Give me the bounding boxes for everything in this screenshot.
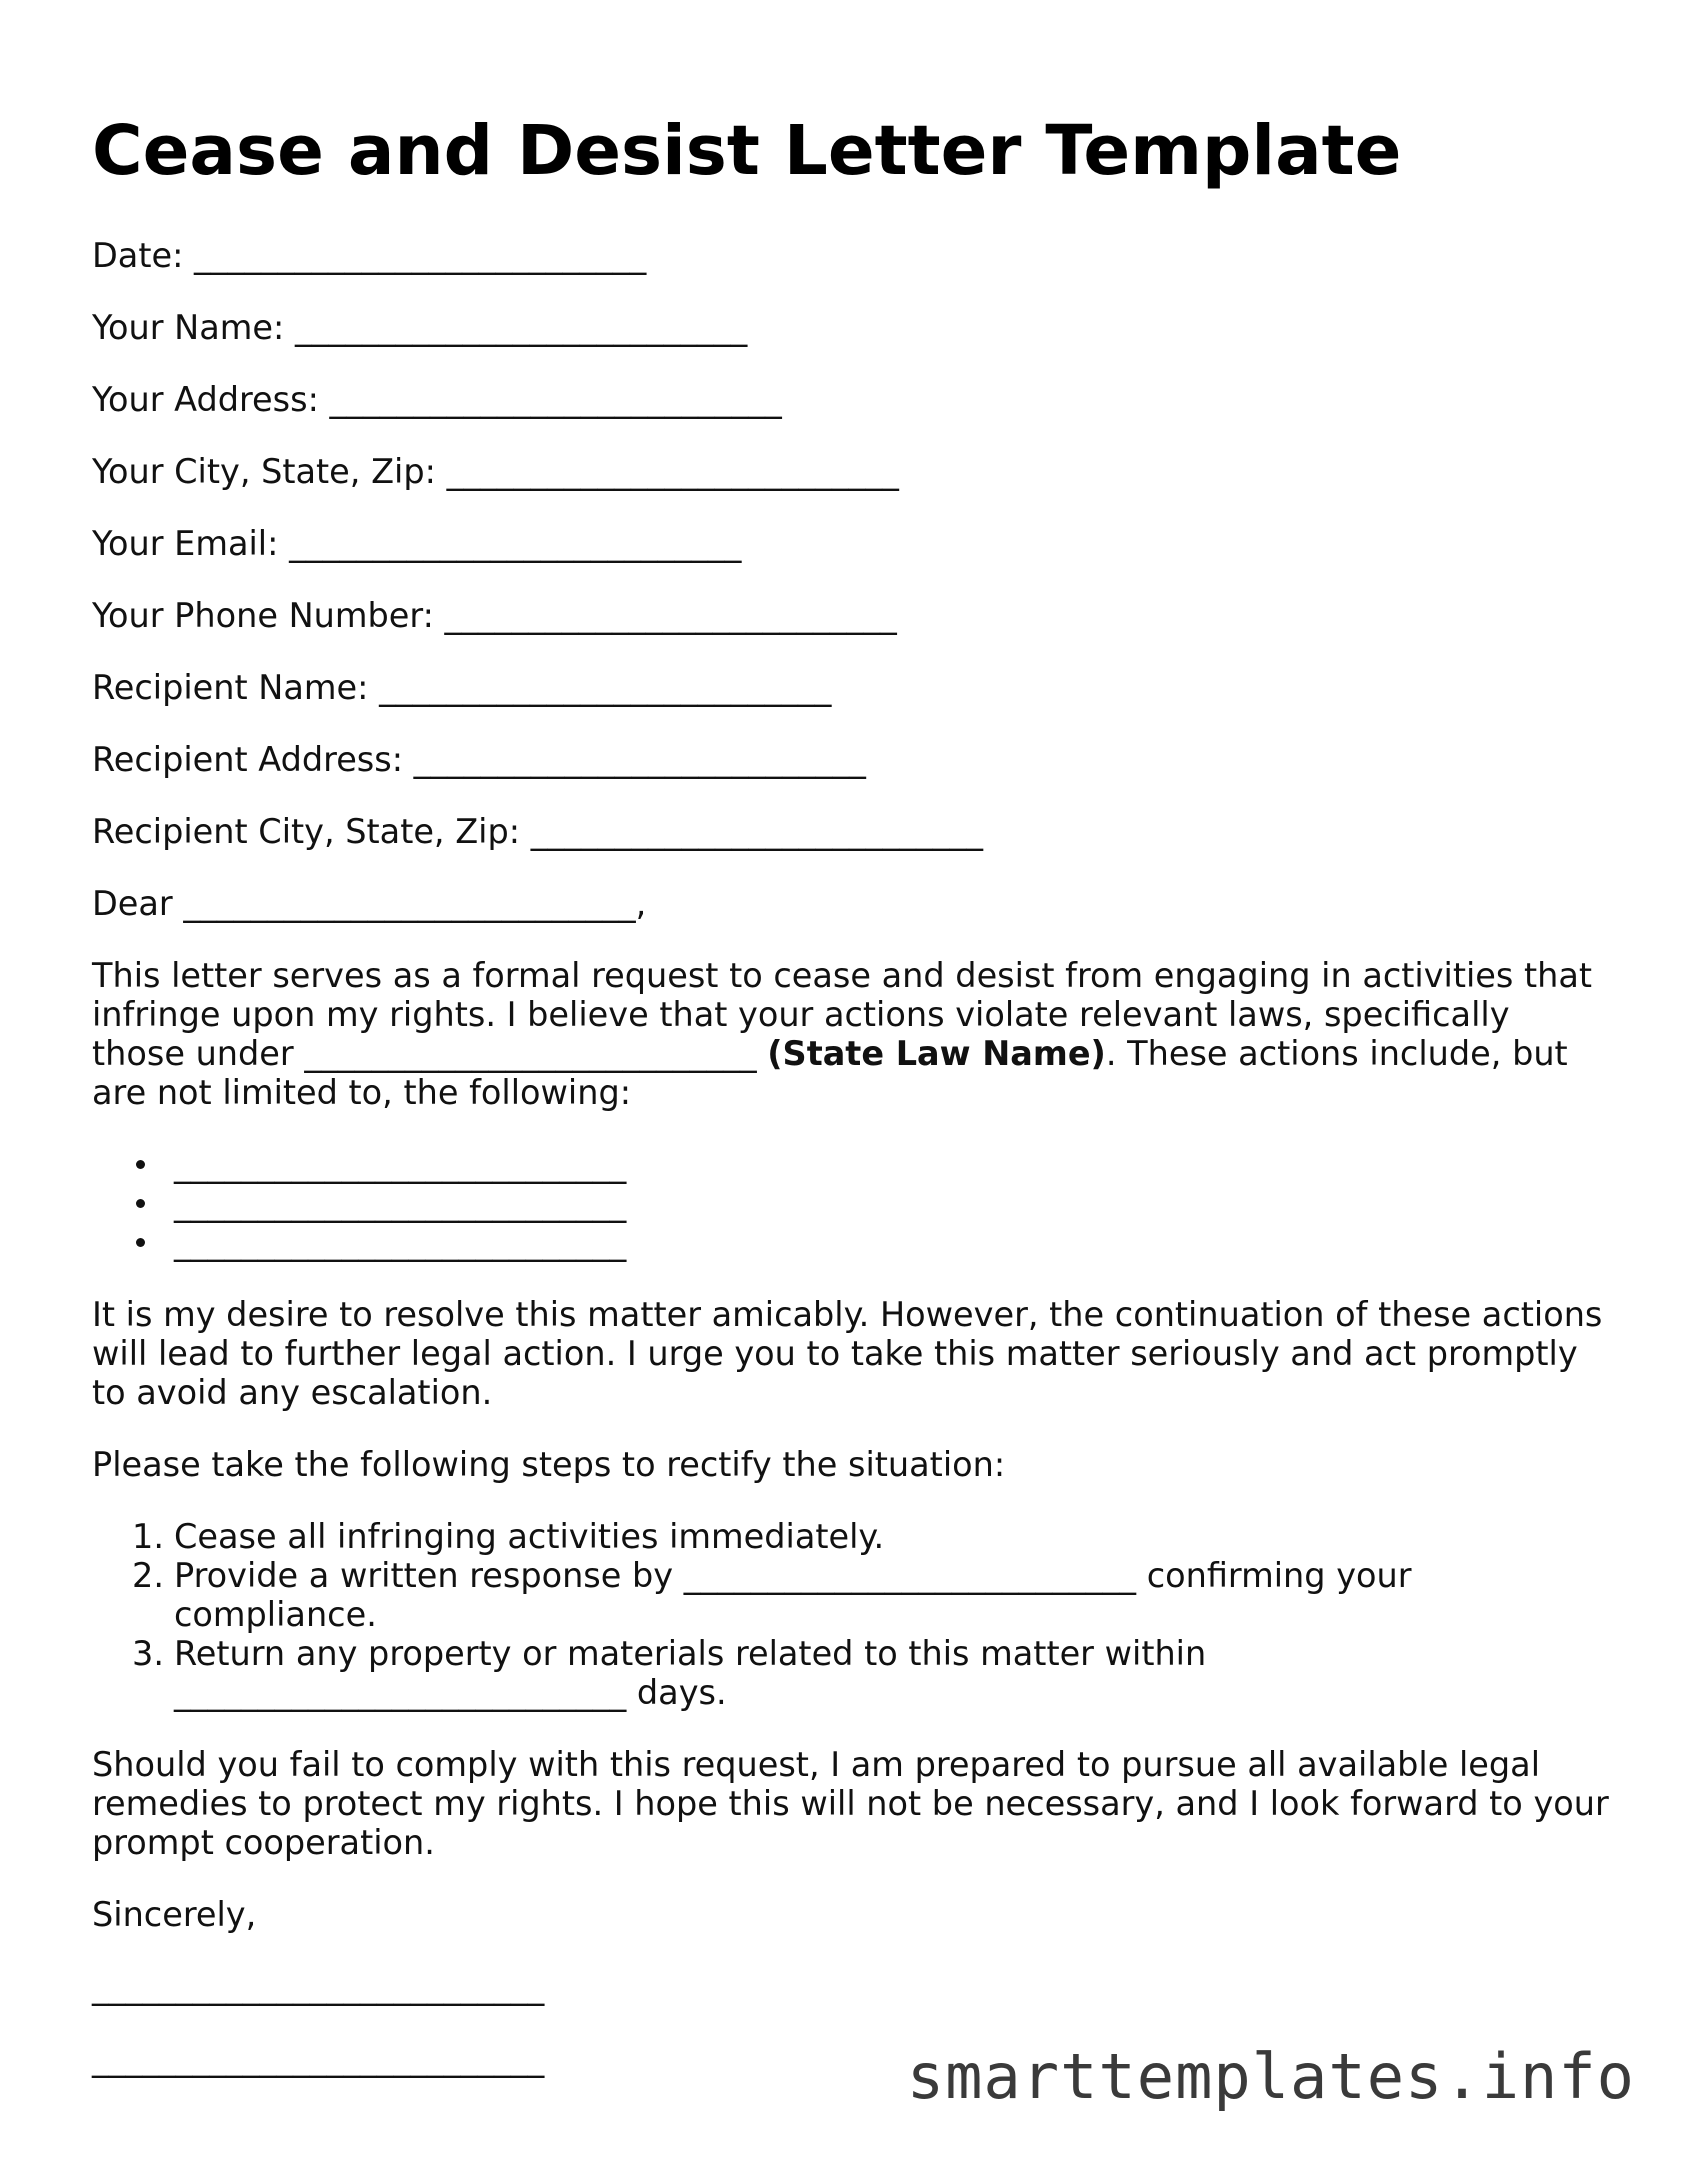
blank-line: ___________________________	[304, 1034, 757, 1073]
signoff: Sincerely,	[92, 1895, 257, 1934]
closing-paragraph: Should you fail to comply with this request, I am prepared to pursue all available legal remedies to protect my rights. I hope this will not be necessary, and I look forward to your prompt cooperation.	[92, 1745, 1609, 1862]
salutation	[92, 884, 1612, 923]
field-label: Recipient Address:	[92, 740, 404, 779]
watermark: smarttemplates.info	[906, 2040, 1635, 2113]
step-text-after: days.	[636, 1673, 727, 1712]
blank-line: ___________________________	[444, 596, 897, 635]
salutation-suffix: ,	[635, 884, 647, 923]
blank-line: ___________________________	[92, 1967, 545, 2006]
resolve-paragraph: It is my desire to resolve this matter amicably. However, the continuation of these actions will lead to further legal action. I urge you to take this matter seriously and act promptly to avoid any escalation.	[92, 1295, 1603, 1412]
steps-intro: Please take the following steps to rectify the situation:	[92, 1445, 1006, 1484]
step-text-before: Provide a written response by	[174, 1556, 674, 1595]
field-your-email	[92, 524, 1612, 563]
list-item	[174, 1145, 1612, 1184]
list-item	[132, 1634, 1612, 1712]
blank-line: ___________________________	[183, 884, 636, 923]
list-item	[132, 1556, 1612, 1634]
intro-paragraph	[92, 956, 1612, 1112]
blank-line: ___________________________	[92, 2039, 545, 2078]
field-label: Date:	[92, 236, 184, 275]
blank-line: ___________________________	[683, 1556, 1137, 1595]
signature-line	[92, 1967, 1612, 2006]
blank-line: ___________________________	[194, 236, 647, 275]
field-label: Your Name:	[92, 308, 285, 347]
step-number: 3.	[132, 1634, 164, 1673]
blank-line: ___________________________	[379, 668, 832, 707]
letter-body	[92, 236, 1612, 2111]
intro-text-after: . These actions include, but are not limited to, the following:	[92, 1034, 1568, 1112]
page-title: Cease and Desist Letter Template	[92, 111, 1402, 191]
intro-text-before: This letter serves as a formal request to cease and desist from engaging in activities that infringe upon my rights. I believe that your actions violate relevant laws, specifically those under	[92, 956, 1593, 1073]
blank-line: ___________________________	[174, 1673, 627, 1712]
blank-line: ___________________________	[289, 524, 742, 563]
field-label: Your Phone Number:	[92, 596, 434, 635]
salutation-prefix: Dear	[92, 884, 173, 923]
list-item	[132, 1517, 1612, 1556]
field-recipient-name	[92, 668, 1612, 707]
field-label: Recipient Name:	[92, 668, 369, 707]
blank-line: ___________________________	[294, 308, 748, 347]
list-item	[174, 1223, 1612, 1262]
field-recipient-city-state-zip	[92, 812, 1612, 851]
state-law-label: (State Law Name)	[767, 1034, 1106, 1073]
step-number: 1.	[132, 1517, 164, 1556]
activities-list	[92, 1145, 1612, 1262]
field-label: Recipient City, State, Zip:	[92, 812, 521, 851]
blank-line: ___________________________	[174, 1184, 627, 1223]
field-label: Your Address:	[92, 380, 319, 419]
step-number: 2.	[132, 1556, 164, 1595]
step-text: Cease all infringing activities immediately.	[174, 1517, 885, 1556]
steps-list	[92, 1517, 1612, 1712]
field-your-address	[92, 380, 1612, 419]
field-recipient-address	[92, 740, 1612, 779]
blank-line: ___________________________	[329, 380, 782, 419]
step-text-before: Return any property or materials related to this matter within	[174, 1634, 1207, 1673]
blank-line: ___________________________	[174, 1145, 627, 1184]
blank-line: ___________________________	[174, 1223, 627, 1262]
list-item	[174, 1184, 1612, 1223]
step-text-after: confirming your compliance.	[174, 1556, 1412, 1634]
field-date	[92, 236, 1612, 275]
blank-line: ___________________________	[446, 452, 899, 491]
field-label: Your City, State, Zip:	[92, 452, 436, 491]
field-label: Your Email:	[92, 524, 279, 563]
field-your-phone	[92, 596, 1612, 635]
blank-line: ___________________________	[413, 740, 866, 779]
field-your-name	[92, 308, 1612, 347]
field-your-city-state-zip	[92, 452, 1612, 491]
blank-line: ___________________________	[530, 812, 983, 851]
